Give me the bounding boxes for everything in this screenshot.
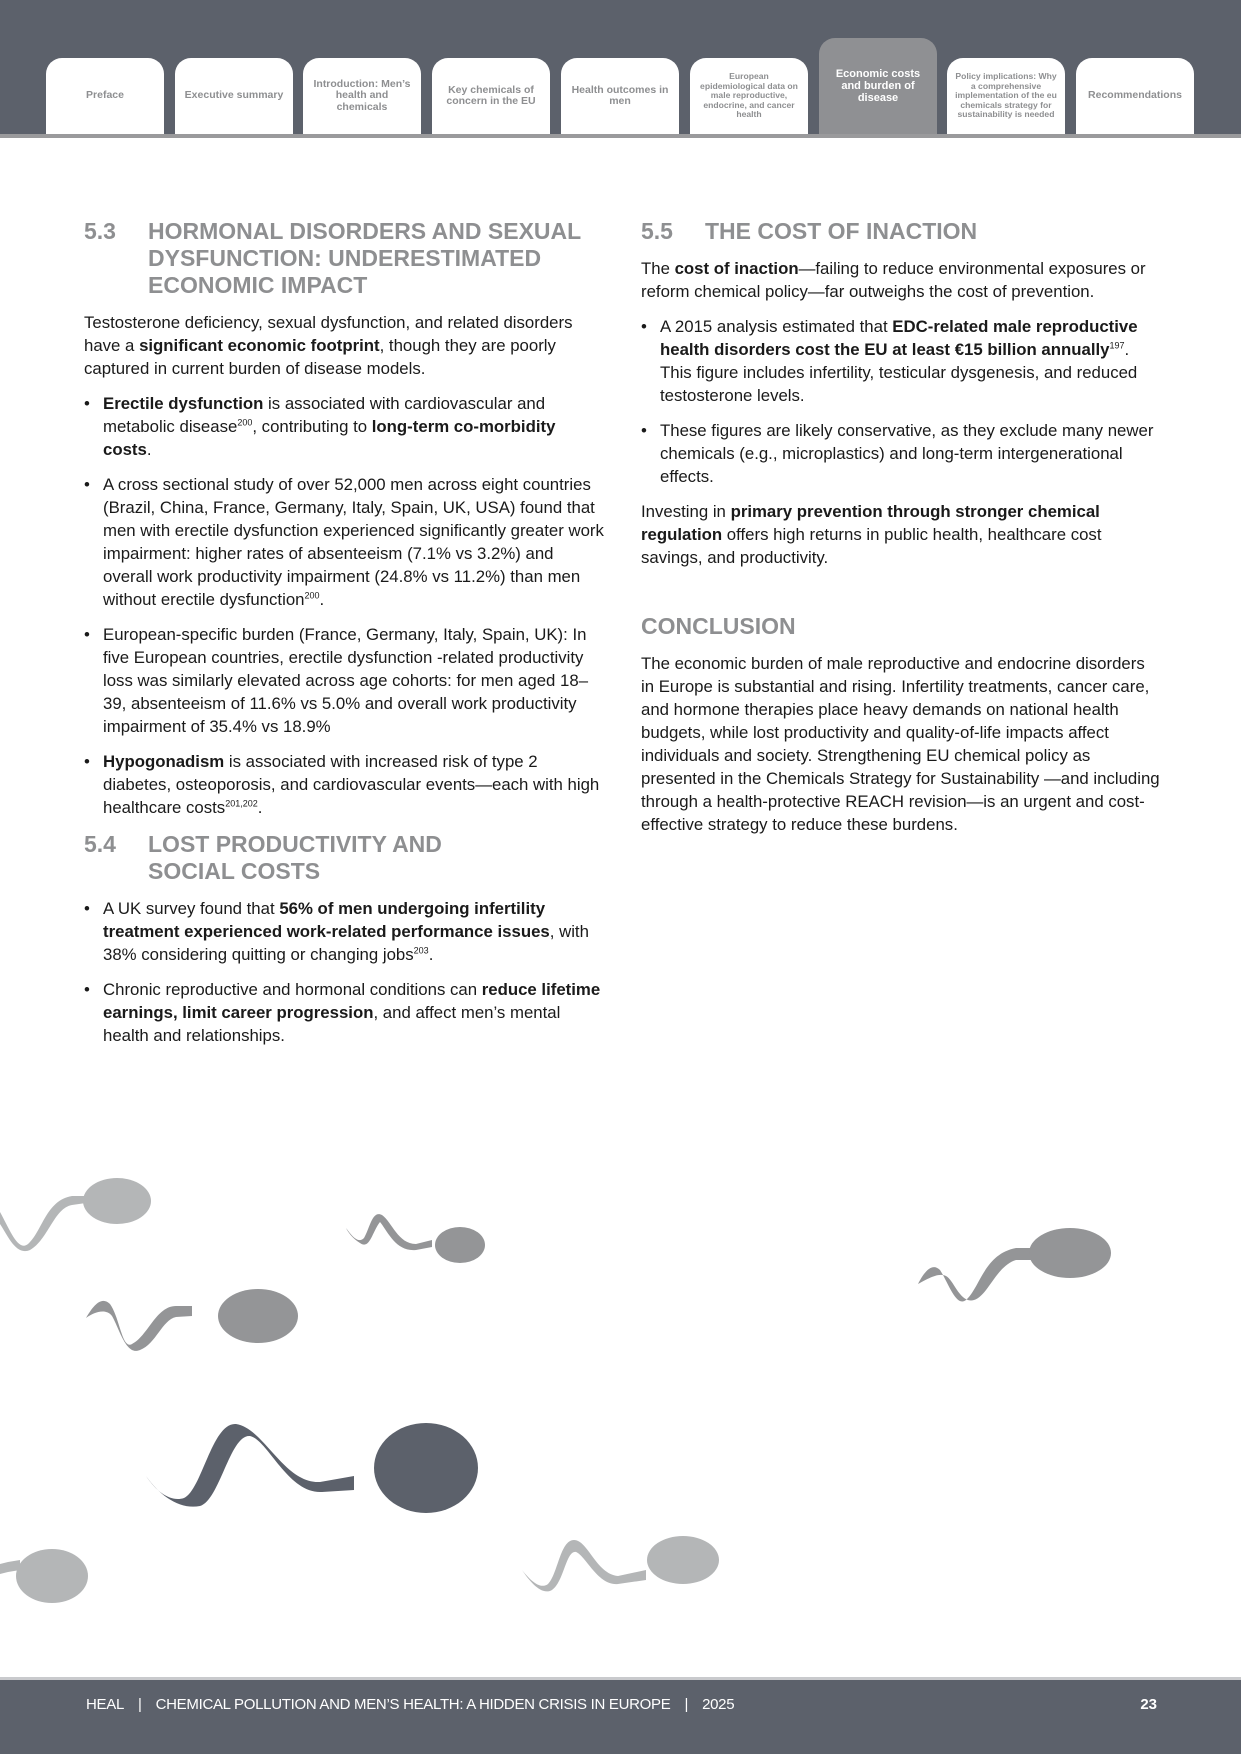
conclusion-text: The economic burden of male reproductive and endocrine disorders in Europe is substantial and rising. Infertility treatments, cancer care, and hormone therapies place heavy demands on national health budgets, while lost productivity and quality-of-life impacts affect individuals and society. Strengthening EU chemical policy as presented in the Chemicals Strategy for Sustainability —and including through a health-protective REACH revision—is an urgent and cost-effective strategy to reduce these burdens.: [641, 654, 1160, 834]
text-run: .: [257, 798, 263, 817]
bold-text: primary prevention through stronger chemical regulation: [641, 502, 1100, 544]
text-run: Investing in: [641, 502, 731, 521]
text-run: .: [428, 945, 434, 964]
sperm-icon: [918, 1228, 1111, 1302]
bold-text: significant economic footprint: [139, 336, 380, 355]
tab-label: Executive summary: [184, 89, 284, 102]
tab-label: Health outcomes in men: [571, 83, 669, 107]
right-column: [641, 218, 1161, 836]
section-5-5-bullets: [641, 315, 1161, 488]
tab-recommendations[interactable]: [1076, 58, 1194, 134]
bullet-uk-survey: [84, 897, 604, 966]
sperm-icon: [146, 1423, 478, 1513]
text-run: A UK survey found that: [103, 899, 280, 918]
tab-label: Recommendations: [1088, 89, 1182, 102]
conclusion-heading: CONCLUSION: [641, 613, 796, 639]
section-5-4-heading: [84, 831, 464, 885]
footer-year: 2025: [702, 1696, 735, 1713]
tab-key-chemicals[interactable]: [432, 58, 550, 134]
footer-separator: |: [684, 1696, 689, 1713]
bullet-erectile-dysfunction: [84, 392, 604, 461]
tab-label: Policy implications: Why a comprehensive implementation of the eu chemicals strategy for sustainability is needed: [955, 71, 1057, 120]
reference-superscript: 200: [304, 590, 320, 601]
section-number: 5.3: [84, 218, 116, 244]
page-number: 23: [1140, 1696, 1157, 1713]
reference-superscript: 201,202: [225, 798, 258, 809]
tab-label: Preface: [86, 89, 124, 102]
text-run: A cross sectional study of over 52,000 men across eight countries (Brazil, China, France, Germany, Italy, Spain, UK, USA) found that men with erectile dysfunction experienced significantly greater work impairment: higher rates of absenteeism (7.1% vs 3.2%) and overall work productivity impairment (24.8% vs 11.2%) than men without erectile dysfunction: [103, 475, 604, 609]
tab-label: European epidemiological data on male reproductive, endocrine, and cancer health: [700, 71, 798, 120]
tab-label: Introduction: Men’s health and chemicals: [313, 77, 411, 113]
bullet-chronic-conditions: [84, 978, 604, 1047]
text-run: , contributing to: [252, 417, 372, 436]
tab-economic-costs[interactable]: [819, 38, 937, 134]
footer-text: [86, 1696, 734, 1713]
tab-preface[interactable]: [46, 58, 164, 134]
tab-epidemiological-data[interactable]: [690, 58, 808, 134]
sperm-cells-illustration: [0, 1150, 1241, 1620]
text-run: is associated with cardiovascular and metabolic disease: [103, 394, 546, 436]
text-run: , with 38% considering quitting or changing jobs: [103, 922, 589, 964]
section-number: 5.5: [641, 218, 673, 244]
text-run: These figures are likely conservative, as they exclude many newer chemicals (e.g., microplastics) and long-term intergenerational effects.: [660, 421, 1154, 486]
section-5-5-heading: [641, 218, 1161, 245]
section-number: 5.4: [84, 831, 116, 857]
text-run: .: [319, 590, 325, 609]
bold-text: EDC-related male reproductive health disorders cost the EU at least €15 billion annually: [660, 317, 1138, 359]
text-run: , though they are poorly captured in current burden of disease models.: [84, 336, 556, 378]
section-title: LOST PRODUCTIVITY AND SOCIAL COSTS: [148, 831, 442, 884]
page-footer: [0, 1680, 1241, 1754]
bold-text: Erectile dysfunction: [103, 394, 264, 413]
text-run: is associated with increased risk of type 2 diabetes, osteoporosis, and cardiovascular events—each with high healthcare costs: [103, 752, 600, 817]
bullet-hypogonadism: [84, 750, 604, 819]
tab-executive-summary[interactable]: [175, 58, 293, 134]
bold-text: Hypogonadism: [103, 752, 225, 771]
reference-superscript: 203: [413, 945, 429, 956]
bullet-european-burden: [84, 623, 604, 738]
section-5-3-intro: [84, 311, 604, 380]
section-5-3-bullets: [84, 392, 604, 819]
text-run: —failing to reduce environmental exposures or reform chemical policy—far outweighs the cost of prevention.: [641, 259, 1146, 301]
footer-title: CHEMICAL POLLUTION AND MEN’S HEALTH: A HIDDEN CRISIS IN EUROPE: [155, 1696, 671, 1713]
section-5-3-heading: [84, 218, 604, 299]
text-run: offers high returns in public health, healthcare cost savings, and productivity.: [641, 525, 1102, 567]
bold-text: 56% of men undergoing infertility treatment experienced work-related performance issues: [103, 899, 550, 941]
section-5-5-outro: [641, 500, 1161, 569]
footer-org: HEAL: [86, 1696, 124, 1713]
tab-label: Economic costs and burden of disease: [835, 68, 921, 104]
bullet-conservative-figures: [641, 419, 1161, 488]
tab-label: Key chemicals of concern in the EU: [446, 83, 536, 107]
footer-separator: |: [138, 1696, 142, 1713]
text-run: Testosterone deficiency, sexual dysfunction, and related disorders have a: [84, 313, 573, 355]
sperm-icon: [522, 1536, 719, 1591]
sperm-icon: [0, 1178, 151, 1251]
section-5-4-bullets: [84, 897, 604, 1047]
bullet-cross-sectional-study: [84, 473, 604, 611]
left-column: [84, 218, 604, 1059]
tab-health-outcomes[interactable]: [561, 58, 679, 134]
text-run: . This figure includes infertility, testicular dysgenesis, and reduced testosterone levels.: [660, 340, 1138, 405]
tab-policy-implications[interactable]: [947, 58, 1065, 134]
bold-text: reduce lifetime earnings, limit career progression: [103, 980, 601, 1022]
reference-superscript: 197: [1109, 340, 1125, 351]
bullet-2015-analysis: [641, 315, 1161, 407]
text-run: , and affect men’s mental health and relationships.: [103, 1003, 561, 1045]
text-run: Chronic reproductive and hormonal conditions can: [103, 980, 482, 999]
text-run: The: [641, 259, 675, 278]
section-5-5-intro: [641, 257, 1161, 303]
reference-superscript: 200: [237, 417, 253, 428]
bold-text: long-term co-morbidity costs: [103, 417, 556, 459]
section-title: HORMONAL DISORDERS AND SEXUAL DYSFUNCTION: UNDERESTIMATED ECONOMIC IMPACT: [148, 218, 581, 298]
sperm-icon: [346, 1214, 485, 1263]
text-run: European-specific burden (France, Germany, Italy, Spain, UK): In five European countries, erectile dysfunction -related productivity loss was similarly elevated across age cohorts: for men aged 18–39, absenteeism of 11.6% vs 5.0% and overall work productivity impairment of 35.4% vs 18.9%: [103, 625, 589, 736]
text-run: .: [146, 440, 152, 459]
bold-text: cost of inaction: [674, 259, 799, 278]
nav-divider: [0, 134, 1241, 138]
section-title: THE COST OF INACTION: [705, 218, 978, 244]
text-run: A 2015 analysis estimated that: [660, 317, 893, 336]
sperm-icon: [86, 1289, 298, 1351]
tab-introduction[interactable]: [303, 58, 421, 134]
sperm-icon: [0, 1549, 88, 1603]
